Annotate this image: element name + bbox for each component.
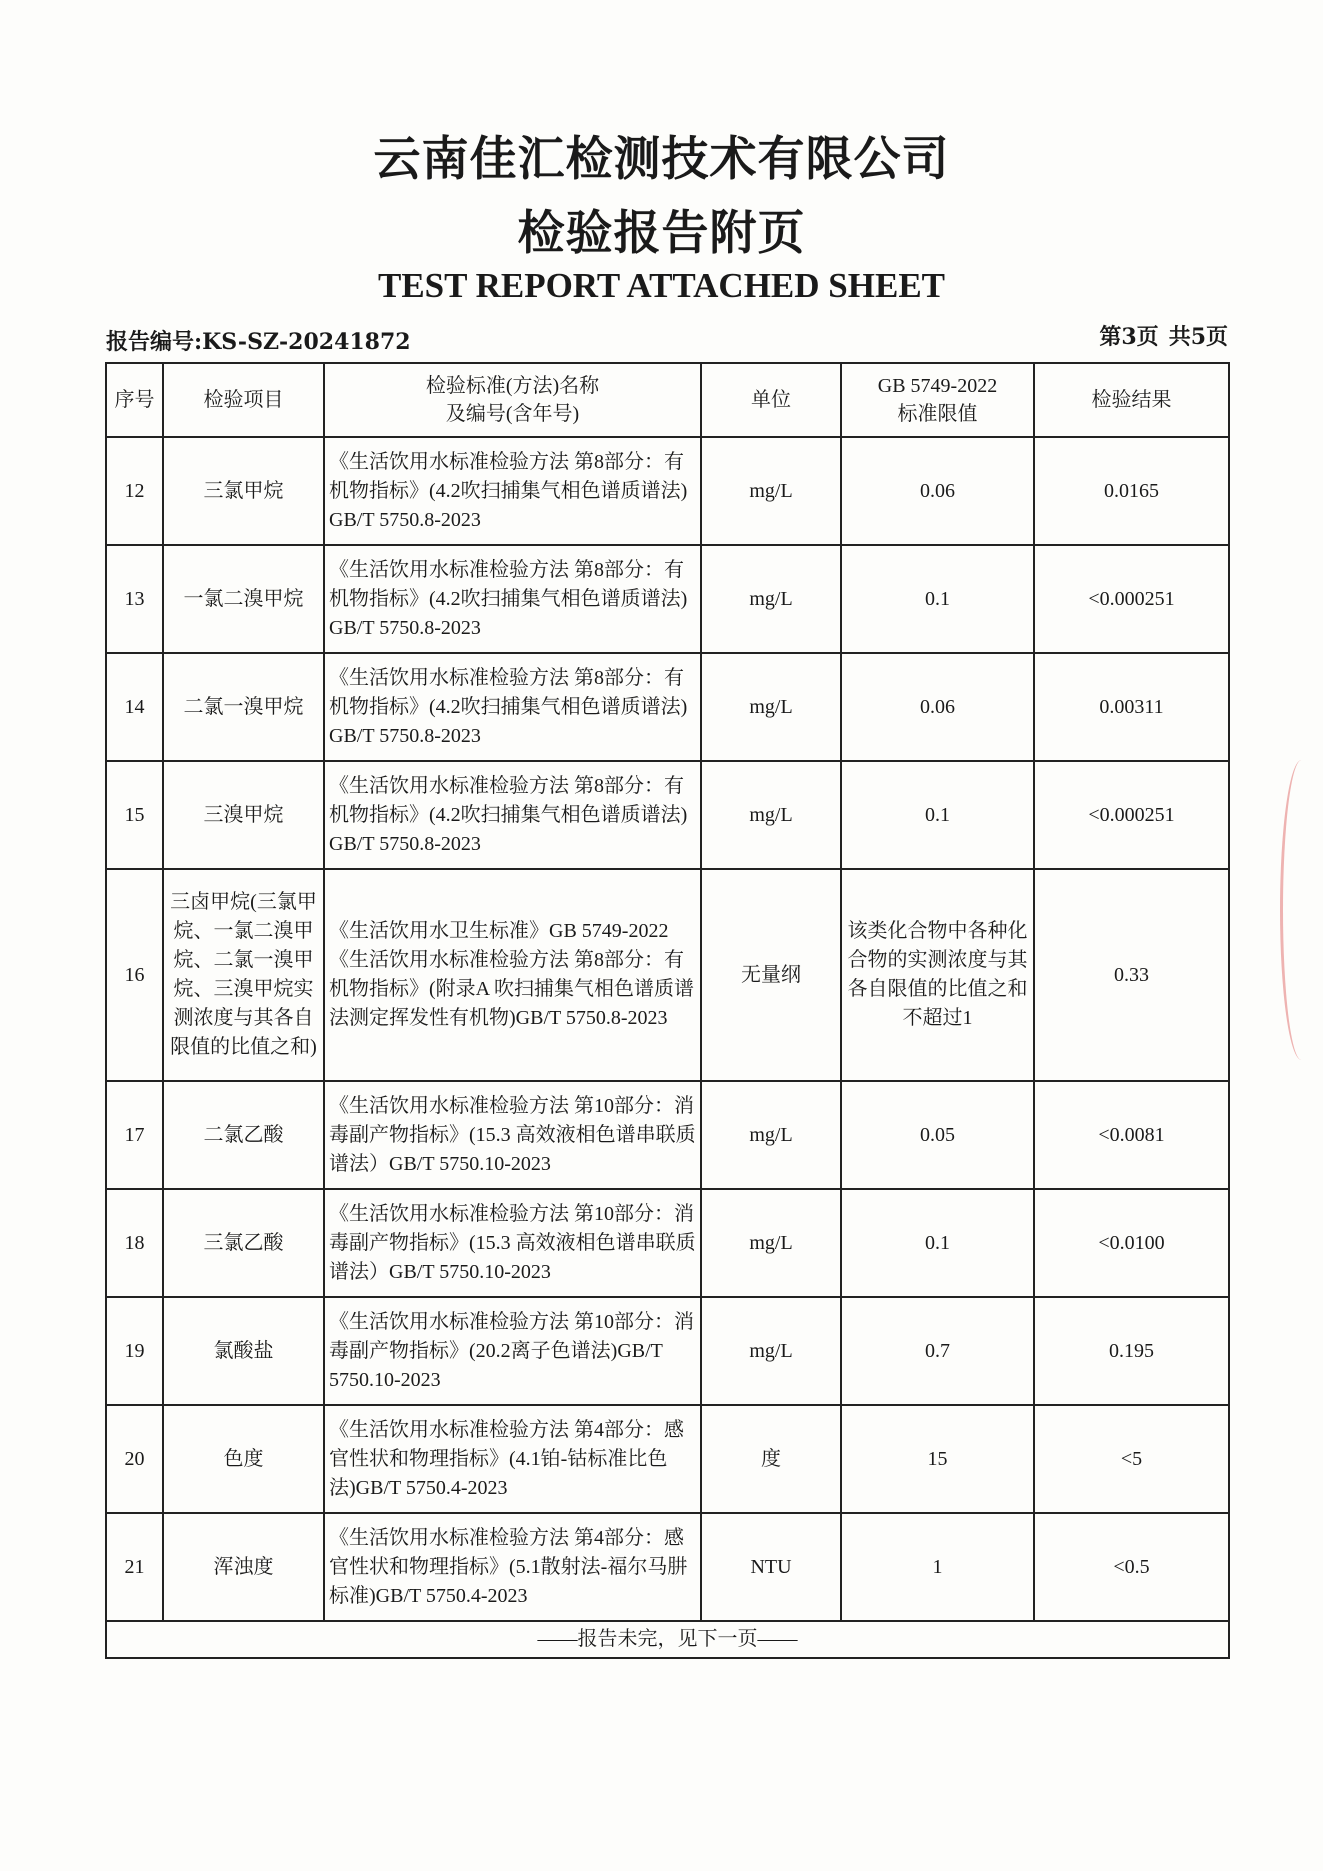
- cell-unit: mg/L: [701, 1297, 841, 1405]
- cell-limit: 0.1: [841, 1189, 1034, 1297]
- table-row: [106, 437, 1229, 545]
- col-item: 检验项目: [163, 363, 324, 437]
- cell-item: 二氯一溴甲烷: [163, 653, 324, 761]
- cell-limit: 0.06: [841, 437, 1034, 545]
- cell-item: 二氯乙酸: [163, 1081, 324, 1189]
- cell-seq: 19: [106, 1297, 163, 1405]
- cell-limit: 该类化合物中各种化合物的实测浓度与其各自限值的比值之和不超过1: [841, 869, 1034, 1081]
- page-current: 第3页: [1099, 324, 1159, 350]
- cell-method: 《生活饮用水标准检验方法 第10部分：消毒副产物指标》(15.3 高效液相色谱串联质谱法）GB/T 5750.10-2023: [324, 1189, 701, 1297]
- cell-unit: mg/L: [701, 653, 841, 761]
- table-header-row: [106, 363, 1229, 437]
- cell-method: 《生活饮用水卫生标准》GB 5749-2022 《生活饮用水标准检验方法 第8部分：有机物指标》(附录A 吹扫捕集气相色谱质谱法测定挥发性有机物)GB/T 5750.8-2023: [324, 869, 701, 1081]
- col-method-line1: 检验标准(方法)名称: [425, 375, 600, 397]
- cell-seq: 17: [106, 1081, 163, 1189]
- cell-unit: mg/L: [701, 1189, 841, 1297]
- cell-limit: 0.06: [841, 653, 1034, 761]
- cell-seq: 12: [106, 437, 163, 545]
- cell-unit: mg/L: [701, 545, 841, 653]
- report-english-title: TEST REPORT ATTACHED SHEET: [377, 266, 946, 305]
- cell-method: 《生活饮用水标准检验方法 第10部分：消毒副产物指标》(20.2离子色谱法)GB/T 5750.10-2023: [324, 1297, 701, 1405]
- cell-result: <0.000251: [1034, 545, 1229, 653]
- cell-limit: 15: [841, 1405, 1034, 1513]
- cell-result: <0.000251: [1034, 761, 1229, 869]
- cell-item: 三氯甲烷: [163, 437, 324, 545]
- cell-seq: 21: [106, 1513, 163, 1621]
- report-number: 报告编号:KS-SZ-20241872: [106, 329, 411, 355]
- table-footer-row: [106, 1621, 1229, 1658]
- table-row: [106, 1297, 1229, 1405]
- cell-seq: 16: [106, 869, 163, 1081]
- cell-seq: 15: [106, 761, 163, 869]
- table-row: [106, 761, 1229, 869]
- cell-limit: 0.05: [841, 1081, 1034, 1189]
- cell-limit: 0.7: [841, 1297, 1034, 1405]
- page-total: 共5页: [1168, 324, 1228, 350]
- cell-item: 三溴甲烷: [163, 761, 324, 869]
- col-limit: [841, 363, 1034, 437]
- table-row: [106, 869, 1229, 1081]
- cell-item: 三卤甲烷(三氯甲烷、一氯二溴甲烷、二氯一溴甲烷、三溴甲烷实测浓度与其各自限值的比值之和): [163, 869, 324, 1081]
- cell-item: 氯酸盐: [163, 1297, 324, 1405]
- col-result: 检验结果: [1034, 363, 1229, 437]
- table-row: [106, 545, 1229, 653]
- col-method: [324, 363, 701, 437]
- cell-method: 《生活饮用水标准检验方法 第10部分：消毒副产物指标》(15.3 高效液相色谱串联质谱法）GB/T 5750.10-2023: [324, 1081, 701, 1189]
- col-method-line2: 及编号(含年号): [445, 403, 580, 425]
- cell-method: 《生活饮用水标准检验方法 第8部分：有机物指标》(4.2吹扫捕集气相色谱质谱法) GB/T 5750.8-2023: [324, 653, 701, 761]
- cell-result: 0.33: [1034, 869, 1229, 1081]
- company-name: 云南佳汇检测技术有限公司: [373, 132, 950, 187]
- table-row: [106, 1081, 1229, 1189]
- cell-method: 《生活饮用水标准检验方法 第4部分：感官性状和物理指标》(4.1铂-钴标准比色法)GB/T 5750.4-2023: [324, 1405, 701, 1513]
- cell-result: 0.195: [1034, 1297, 1229, 1405]
- cell-item: 三氯乙酸: [163, 1189, 324, 1297]
- cell-unit: NTU: [701, 1513, 841, 1621]
- cell-limit: 0.1: [841, 545, 1034, 653]
- cell-result: <0.5: [1034, 1513, 1229, 1621]
- cell-unit: 无量纲: [701, 869, 841, 1081]
- cell-result: <0.0100: [1034, 1189, 1229, 1297]
- cell-result: <0.0081: [1034, 1081, 1229, 1189]
- table-row: [106, 653, 1229, 761]
- table-row: [106, 1189, 1229, 1297]
- cell-item: 色度: [163, 1405, 324, 1513]
- cell-method: 《生活饮用水标准检验方法 第8部分：有机物指标》(4.2吹扫捕集气相色谱质谱法) GB/T 5750.8-2023: [324, 545, 701, 653]
- cell-unit: mg/L: [701, 437, 841, 545]
- cell-seq: 20: [106, 1405, 163, 1513]
- cell-item: 一氯二溴甲烷: [163, 545, 324, 653]
- col-limit-line1: GB 5749-2022: [877, 375, 998, 397]
- cell-item: 浑浊度: [163, 1513, 324, 1621]
- col-limit-line2: 标准限值: [897, 403, 978, 425]
- seal-stamp-fragment: [1280, 760, 1323, 1060]
- continuation-note: ——报告未完，见下一页——: [106, 1621, 1229, 1658]
- cell-method: 《生活饮用水标准检验方法 第8部分：有机物指标》(4.2吹扫捕集气相色谱质谱法) GB/T 5750.8-2023: [324, 437, 701, 545]
- cell-method: 《生活饮用水标准检验方法 第8部分：有机物指标》(4.2吹扫捕集气相色谱质谱法) GB/T 5750.8-2023: [324, 761, 701, 869]
- table-row: [106, 1513, 1229, 1621]
- col-unit: 单位: [701, 363, 841, 437]
- cell-unit: mg/L: [701, 761, 841, 869]
- cell-seq: 18: [106, 1189, 163, 1297]
- cell-unit: mg/L: [701, 1081, 841, 1189]
- cell-method: 《生活饮用水标准检验方法 第4部分：感官性状和物理指标》(5.1散射法-福尔马肼标准)GB/T 5750.4-2023: [324, 1513, 701, 1621]
- cell-result: 0.00311: [1034, 653, 1229, 761]
- page-indicator: [1089, 320, 1228, 351]
- cell-unit: 度: [701, 1405, 841, 1513]
- cell-result: 0.0165: [1034, 437, 1229, 545]
- results-table: [105, 362, 1230, 1659]
- cell-limit: 1: [841, 1513, 1034, 1621]
- cell-seq: 14: [106, 653, 163, 761]
- cell-limit: 0.1: [841, 761, 1034, 869]
- report-subtitle: 检验报告附页: [517, 206, 806, 261]
- cell-result: <5: [1034, 1405, 1229, 1513]
- col-seq: 序号: [106, 363, 163, 437]
- table-row: [106, 1405, 1229, 1513]
- cell-seq: 13: [106, 545, 163, 653]
